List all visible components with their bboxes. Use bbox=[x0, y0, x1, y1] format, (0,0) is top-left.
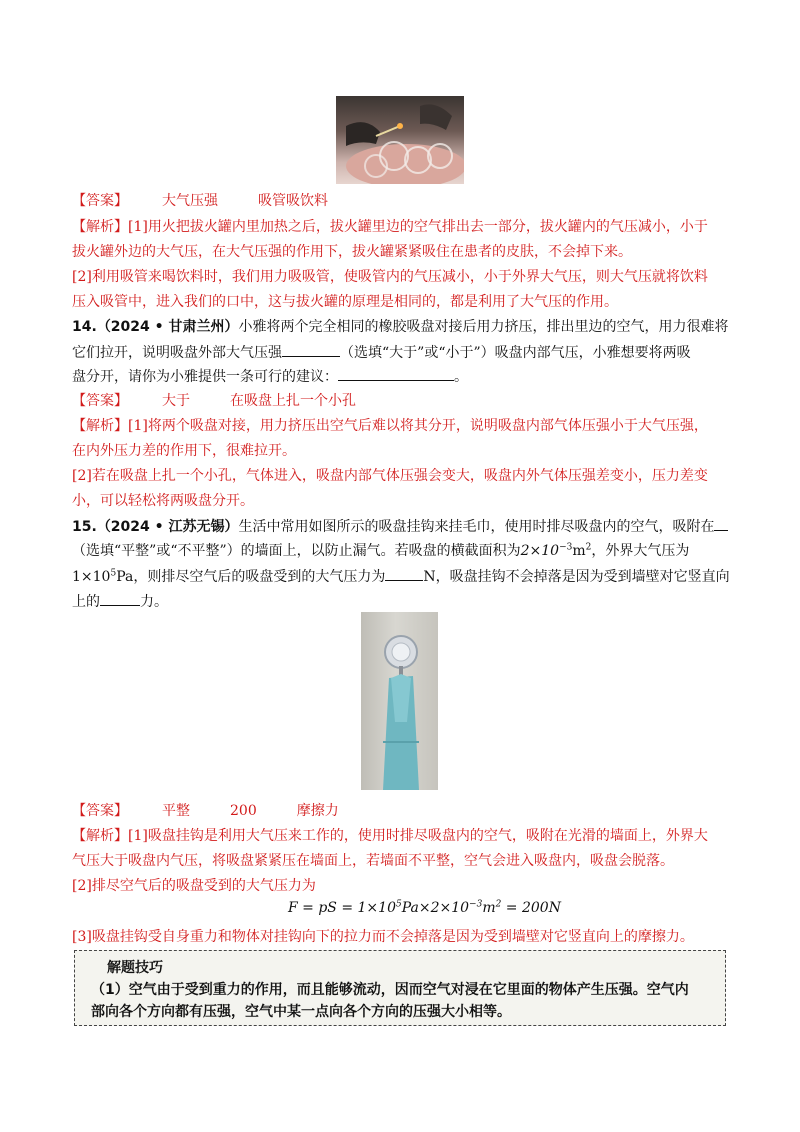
q15-analysis-line-2: 气压大于吸盘内气压，将吸盘紧紧压在墙面上，若墙面不平整，空气会进入吸盘内，吸盘会脱落。 bbox=[72, 853, 674, 869]
tips-line-1: （1）空气由于受到重力的作用，而且能够流动，因而空气对浸在它里面的物体产生压强。空气内 bbox=[91, 982, 689, 998]
q13-analysis-line-3: [2]利用吸管来喝饮料时，我们用力吸吸管，使吸管内的气压减小，小于外界大气压，则大气压就将饮料 bbox=[72, 269, 708, 285]
answer-tag: 【答案】 bbox=[72, 393, 128, 409]
q13-answer bbox=[72, 191, 328, 211]
q14-answer bbox=[72, 391, 356, 411]
q15-answer bbox=[72, 801, 339, 821]
answer-tag: 【答案】 bbox=[72, 803, 128, 819]
solving-tips-box bbox=[74, 950, 726, 1026]
q14-answer-1: 大于 bbox=[162, 393, 190, 409]
q14-number: 14. bbox=[72, 319, 97, 335]
q14-blank-1 bbox=[282, 342, 340, 357]
q14-blank-2 bbox=[338, 366, 454, 381]
pressure-force-formula: F = pS = $1\times 10^5Pa\times 2\times 10^{-3}m^2 = 200N$ bbox=[288, 899, 561, 916]
analysis-tag: 【解析】 bbox=[72, 418, 128, 434]
q15-blank-1 bbox=[714, 516, 728, 531]
q14-analysis-line-2: 在内外压力差的作用下，很难拉开。 bbox=[72, 443, 296, 459]
q15-analysis-line-4: [3]吸盘挂钩受自身重力和物体对挂钩向下的拉力而不会掉落是因为受到墙壁对它竖直向上的摩擦力。 bbox=[72, 929, 694, 945]
q15-stem-line-2: （选填“平整”或“不平整”）的墙面上，以防止漏气。若吸盘的横截面积为$2\times 10^{-3}m^2$，外界大气压为 bbox=[72, 542, 690, 559]
q15-answer-2: 200 bbox=[230, 803, 257, 819]
q15-analysis-line-3: [2]排尽空气后的吸盘受到的大气压力为 bbox=[72, 878, 316, 894]
q14-stem-line-1: 14.（2024 • 甘肃兰州）小雅将两个完全相同的橡胶吸盘对接后用力挤压，排出里边的空气，用力很难将 bbox=[72, 319, 729, 335]
tips-line-2: 部向各个方向都有压强，空气中某一点向各个方向的压强大小相等。 bbox=[91, 1004, 511, 1020]
q15-stem-line-3: $1\times 10^5Pa$，则排尽空气后的吸盘受到的大气压力为 N，吸盘挂钩不会掉落是因为受到墙壁对它竖直向 bbox=[72, 566, 730, 587]
q15-analysis-line-1: 【解析】[1]吸盘挂钩是利用大气压来工作的，使用时排尽吸盘内的空气，吸附在光滑的墙面上，外界大 bbox=[72, 828, 708, 844]
cupping-photo bbox=[336, 96, 464, 184]
q13-answer-1: 大气压强 bbox=[162, 193, 218, 209]
analysis-tag: 【解析】 bbox=[72, 828, 128, 844]
q15-answer-1: 平整 bbox=[162, 803, 190, 819]
analysis-tag: 【解析】 bbox=[72, 219, 128, 235]
q14-analysis-line-3: [2]若在吸盘上扎一个小孔，气体进入，吸盘内部气体压强会变大，吸盘内外气体压强差变小，压力差变 bbox=[72, 468, 708, 484]
q13-analysis-line-1: 【解析】[1]用火把拔火罐内里加热之后，拔火罐里边的空气排出去一部分，拔火罐内的气压减小，小于 bbox=[72, 219, 708, 235]
q15-stem-line-4: 上的 力。 bbox=[72, 591, 168, 612]
q13-analysis-line-2: 拔火罐外边的大气压，在大气压强的作用下，拔火罐紧紧吸住在患者的皮肤，不会掉下来。 bbox=[72, 244, 632, 260]
q14-source: （2024 • 甘肃兰州） bbox=[96, 319, 239, 335]
q15-blank-3 bbox=[100, 591, 140, 606]
q14-analysis-line-1: 【解析】[1]将两个吸盘对接，用力挤压出空气后难以将其分开，说明吸盘内部气体压强小于大气压强， bbox=[72, 418, 708, 434]
q15-blank-2 bbox=[385, 566, 423, 581]
q14-analysis-line-4: 小，可以轻松将两吸盘分开。 bbox=[72, 493, 254, 509]
answer-tag: 【答案】 bbox=[72, 193, 128, 209]
tips-title: 解题技巧 bbox=[107, 960, 163, 976]
q13-answer-2: 吸管吸饮料 bbox=[258, 193, 328, 209]
q14-answer-2: 在吸盘上扎一个小孔 bbox=[230, 393, 356, 409]
q15-stem-line-1: 15.（2024 • 江苏无锡）生活中常用如图所示的吸盘挂钩来挂毛巾，使用时排尽吸盘内的空气，吸附在 bbox=[72, 516, 728, 537]
q15-number: 15. bbox=[72, 519, 97, 535]
q14-stem-line-2: 它们拉开，说明吸盘外部大气压强 （选填“大于”或“小于”）吸盘内部气压，小雅想要将两吸 bbox=[72, 342, 691, 363]
q15-answer-3: 摩擦力 bbox=[296, 803, 339, 819]
q15-source: （2024 • 江苏无锡） bbox=[96, 519, 239, 535]
q14-stem-line-3: 盘分开，请你为小雅提供一条可行的建议： 。 bbox=[72, 366, 468, 387]
q13-analysis-line-4: 压入吸管中，进入我们的口中，这与拔火罐的原理是相同的，都是利用了大气压的作用。 bbox=[72, 294, 618, 310]
suction-hook-photo bbox=[361, 612, 438, 790]
